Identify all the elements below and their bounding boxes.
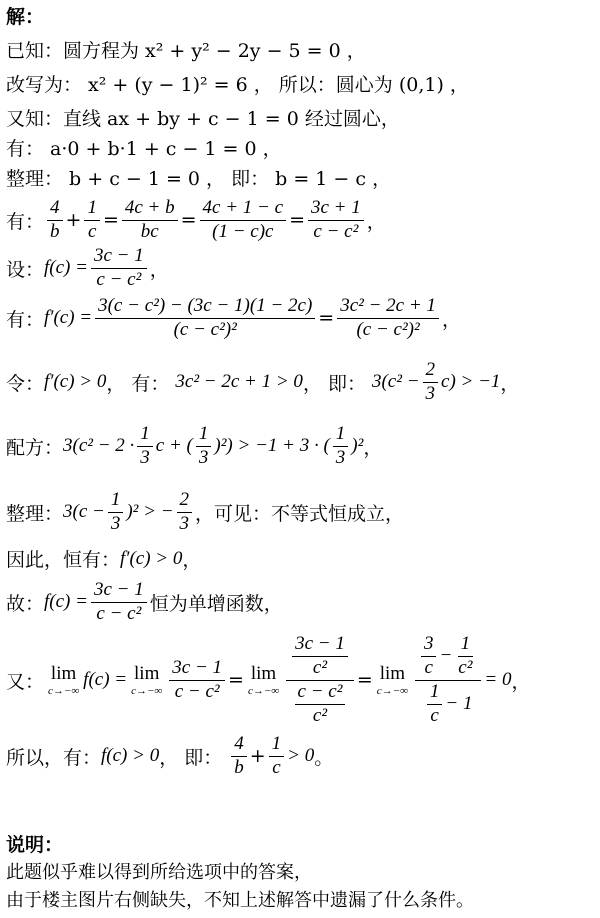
line-always-positive (6, 545, 201, 572)
line-substitution: 有： a·0 + b·1 + c − 1 = 0 ， (6, 138, 282, 160)
limit-operator: lim c→−∞ (376, 662, 408, 697)
prefix: 令： (6, 372, 45, 395)
solution-heading: 解： (6, 6, 45, 28)
punctuation: ， (363, 436, 383, 459)
punctuation: ， (149, 258, 169, 281)
line-simplified-inequality (6, 490, 404, 535)
equals-sign: = (356, 669, 373, 692)
fraction: $\frac{3c - 1}{\text{c − c²}}$ (91, 580, 147, 625)
line-conclusion (6, 734, 333, 779)
limit-result: = 0 (484, 669, 512, 691)
equals-sign: = (318, 307, 335, 330)
connector: ， 即： (302, 372, 366, 395)
expression: 3(c − (63, 501, 105, 523)
conclusion-text: 恒为单增函数， (149, 592, 283, 615)
punctuation: ， (511, 670, 531, 693)
line-derivative (6, 296, 461, 341)
compound-fraction: 3 c − $\frac{1}{\text{c²}}$ 1 c − 1 (415, 634, 481, 727)
punctuation: ， (441, 308, 461, 331)
plus-sign: + (249, 745, 266, 768)
compound-fraction: $\frac{\frac{3c - 1}{\text{c²}}}{\frac{\text{c − c²}}{\text{c²}}}$ (286, 634, 354, 727)
equals-sign: = (102, 209, 119, 232)
inequality: > 0 (287, 745, 315, 767)
fraction: $\frac{2}{3}$ (177, 490, 193, 535)
connector: ， 有： (106, 372, 170, 395)
limit-operator: lim c→−∞ (247, 662, 280, 697)
expression: c + ( (155, 435, 193, 457)
fraction: $\frac{3c - 1}{\text{c − c²}}$ (91, 246, 147, 291)
fraction: $\frac{1}{3}$ (108, 490, 124, 535)
prefix: 有： (6, 210, 45, 233)
punctuation: ， (500, 372, 520, 395)
fraction: 1 3 (137, 424, 153, 469)
prefix: 整理： (6, 502, 64, 525)
fraction: $\frac{1}{c}$ (84, 198, 100, 243)
line-sum-fractions (6, 198, 386, 243)
prefix: 设： (6, 258, 45, 281)
note-line: 由于楼主图片右侧缺失，不知上述解答中遗漏了什么条件。 (6, 890, 474, 911)
line-monotonic (6, 580, 283, 625)
note-heading: 说明： (6, 834, 64, 856)
note-line: 此题似乎难以得到所给选项中的答案， (6, 862, 312, 883)
expression: 3(c² − (371, 371, 420, 393)
line-let-derivative-positive (6, 360, 519, 405)
fraction: $\frac{\text{3c² − 2c + 1}}{\text{(c − c²)²}}$ (337, 296, 439, 341)
conclusion-text: ，可见：不等式恒成立， (195, 502, 405, 525)
fraction: $\frac{\text{3(c − c²) − (3c − 1)(1 − 2c)}}{\text{(c − c²)²}}$ (95, 296, 315, 341)
prefix: 有： (6, 308, 45, 331)
prefix: 所以，有： (6, 746, 102, 769)
prefix: 又： (6, 670, 45, 693)
function-lhs: f(c) = (83, 669, 128, 691)
plus-sign: + (65, 209, 82, 232)
fraction: $\frac{4c + b}{bc}$ (122, 198, 178, 243)
equals-sign: = (180, 209, 197, 232)
punctuation: 。 (314, 746, 334, 769)
line-line-through-center: 又知：直线 ax + by + c − 1 = 0 经过圆心， (6, 108, 400, 130)
expression: c) > −1 (441, 371, 501, 393)
fraction: $\frac{3c + 1}{\text{c − c²}}$ (308, 198, 364, 243)
fraction: 1 3 (333, 424, 349, 469)
expression: )²) > −1 + 3 · ( (214, 435, 330, 457)
function-lhs: f(c) = (44, 257, 88, 279)
line-simplify-b: 整理： b + c − 1 = 0 ， 即： b = 1 − c ， (6, 168, 392, 190)
expression: 3(c² − 2 · (63, 435, 135, 457)
line-circle-equation: 已知：圆方程为 x² + y² − 2y − 5 = 0 ， (6, 40, 366, 62)
fraction: 4 b (47, 198, 63, 243)
equals-sign: = (289, 209, 305, 232)
expression: )² (351, 435, 364, 457)
inequality: 3c² − 2c + 1 > 0 (175, 371, 303, 393)
fraction: $\frac{1}{c}$ (269, 734, 285, 779)
fraction: $\frac{2}{3}$ (423, 360, 439, 405)
equals-sign: = (228, 669, 244, 692)
prefix: 故： (6, 592, 45, 615)
fraction: 4 b (231, 734, 247, 779)
fraction: 1 3 (196, 424, 212, 469)
inequality: f′(c) > 0 (120, 547, 183, 569)
line-limit (6, 634, 531, 727)
punctuation: ， (182, 549, 202, 571)
inequality: f′(c) > 0 (44, 371, 107, 393)
expression: )² > − (126, 501, 174, 523)
line-complete-square (6, 424, 382, 469)
limit-operator: lim c→−∞ (48, 662, 80, 697)
inequality: f(c) > 0 (101, 745, 160, 767)
line-rewrite-center: 改写为： x² + (y − 1)² = 6 ， 所以：圆心为 (0,1) ， (6, 74, 469, 96)
function-lhs: f(c) = (44, 591, 88, 613)
prefix: 因此，恒有： (6, 549, 121, 571)
limit-operator: lim c→−∞ (131, 662, 163, 697)
line-define-f (6, 246, 169, 291)
punctuation: ， (366, 210, 386, 233)
derivative-lhs: f′(c) = (44, 307, 93, 329)
fraction: $\frac{3c - 1}{\text{c − c²}}$ (169, 658, 225, 703)
fraction: $\frac{4c + 1 - c}{(1 - c)c}$ (200, 198, 287, 243)
prefix: 配方： (6, 436, 64, 459)
connector: ， 即： (159, 746, 223, 769)
